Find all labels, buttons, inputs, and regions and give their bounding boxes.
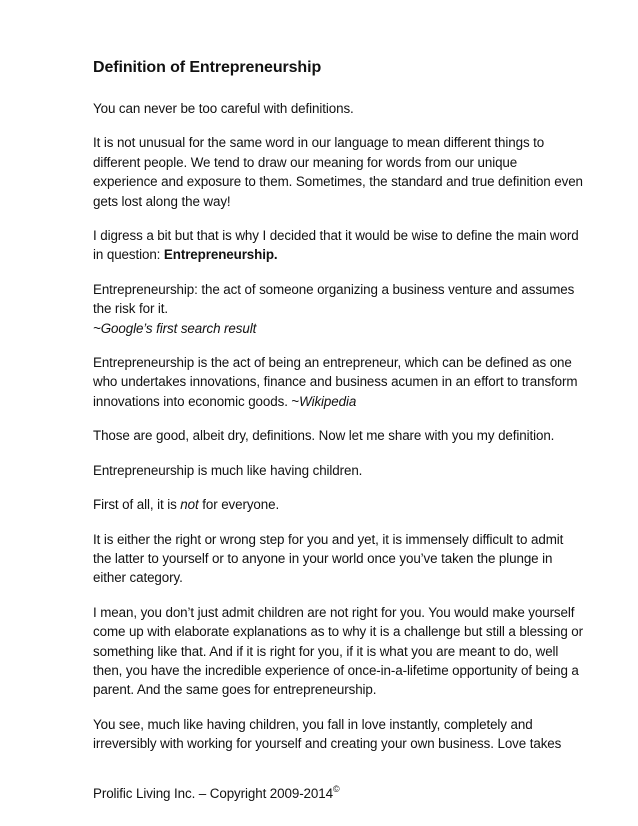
footer-copyright-text: Prolific Living Inc. – Copyright 2009-2014: [93, 786, 333, 801]
google-definition-text: Entrepreneurship: the act of someone organizing a business venture and assumes the risk for it.: [93, 281, 575, 317]
paragraph-digress: [93, 226, 583, 265]
not-for-everyone-before: First of all, it is: [93, 497, 181, 513]
paragraph-admit-children: I mean, you don’t just admit children are not right for you. You would make yourself come up with elaborate explanations as to why it is a challenge but still a blessing or something like that. And if it is right for you, if it is what you are meant to do, well then, you have the incredible experience of once-in-a-lifetime opportunity of being a parent. And the same goes for entrepreneurship.: [93, 604, 584, 698]
wikipedia-definition-source: Wikipedia: [299, 393, 357, 409]
paragraph-my-definition: Those are good, albeit dry, definitions. Now let me share with you my definition.: [93, 428, 555, 444]
page-footer: [93, 784, 340, 803]
digress-text: I digress a bit but that is why I decided that it would be wise to define the main word in question:: [93, 228, 579, 263]
paragraph-fall-in-love: You see, much like having children, you fall in love instantly, completely and irreversibly with working for yourself and creating your own business. Love takes: [93, 716, 562, 752]
copyright-symbol: ©: [332, 784, 340, 794]
paragraph-not-for-everyone: [93, 495, 583, 514]
not-for-everyone-after: for everyone.: [198, 497, 280, 513]
paragraph-right-or-wrong: It is either the right or wrong step for you and yet, it is immensely difficult to admit the latter to yourself or to anyone in your world once you’ve taken the plunge in either category.: [93, 531, 564, 586]
page-title: Definition of Entrepreneurship: [93, 59, 322, 76]
page-body: [93, 57, 583, 754]
paragraph-word-meaning: It is not unusual for the same word in our language to mean different things to different people. We tend to draw our meaning for words from our unique experience and exposure to them. Sometimes, the standard and true definition even gets lost along the way!: [93, 135, 583, 209]
google-definition-source: ~Google’s first search result: [93, 320, 257, 336]
intro-paragraph: You can never be too careful with definitions.: [93, 101, 354, 116]
not-for-everyone-italic: not: [180, 497, 199, 513]
digress-bold-term: Entrepreneurship.: [163, 247, 278, 263]
paragraph-children: Entrepreneurship is much like having children.: [93, 462, 363, 478]
google-definition: [93, 280, 583, 338]
wikipedia-definition-text: Entrepreneurship is the act of being an entrepreneur, which can be defined as one who undertakes innovations, finance and business acumen in an effort to transform innovations into economic goods. ~: [93, 355, 578, 409]
wikipedia-definition: [93, 353, 583, 411]
